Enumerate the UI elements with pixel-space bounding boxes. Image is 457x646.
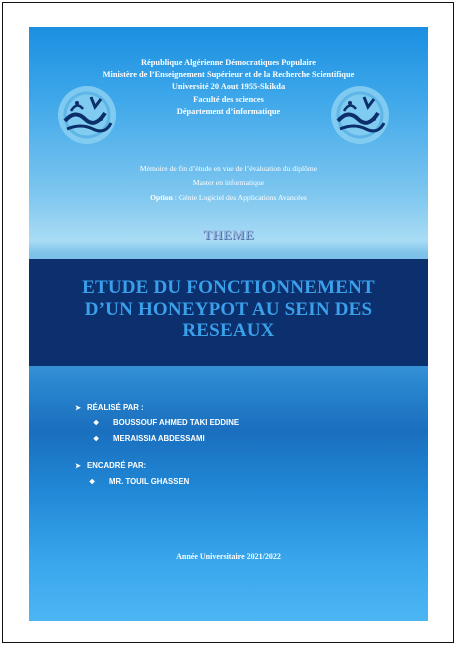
diamond-bullet-icon: ❖	[93, 420, 100, 427]
option-value: : Génie Logiciel des Applications Avancées	[172, 192, 307, 202]
title-line-3: RESEAUX	[182, 320, 275, 341]
supervisor-row	[89, 477, 189, 486]
authors-label-row	[75, 403, 144, 412]
diamond-bullet-icon: ❖	[93, 436, 100, 443]
memoire-line-2: Master en informatique	[192, 178, 265, 188]
author-row	[93, 434, 205, 443]
memoire-line-1: Mémoire de fin d’étude en vue de l’évaluation du diplôme	[139, 164, 318, 173]
theme-heading: THEME	[203, 227, 254, 242]
arrow-bullet-icon: ➤	[75, 463, 81, 470]
header-line-3: Université 20 Aout 1955-Skikda	[171, 82, 286, 92]
university-logo-icon	[55, 83, 119, 147]
header-line-5: Département d’informatique	[176, 106, 281, 116]
university-logo-icon	[328, 83, 392, 147]
cover-page	[29, 27, 428, 621]
author-name: BOUSSOUF AHMED TAKI EDDINE	[113, 418, 240, 427]
memoire-option	[29, 191, 428, 205]
title-line-1: ETUDE DU FONCTIONNEMENT	[82, 277, 375, 298]
header-line-2: Ministère de l’Enseignement Supérieur et de la Recherche Scientifique	[102, 70, 355, 80]
author-row	[93, 418, 239, 427]
header-line-1: République Algérienne Démocratiques Populaire	[140, 58, 317, 67]
option-label: Option	[150, 192, 173, 202]
memoire-block	[29, 162, 428, 205]
supervisor-label: ENCADRÉ PAR:	[87, 461, 147, 470]
authors-label: RÉALISÉ PAR :	[87, 403, 144, 412]
thesis-title	[29, 277, 428, 342]
title-line-2: D’UN HONEYPOT AU SEIN DES	[84, 298, 373, 320]
supervisor-name: MR. TOUIL GHASSEN	[109, 477, 190, 486]
academic-year: Année Universitaire 2021/2022	[176, 552, 281, 561]
diamond-bullet-icon: ❖	[89, 479, 96, 486]
supervisor-label-row	[75, 461, 146, 470]
header-line-4: Faculté des sciences	[193, 94, 264, 104]
arrow-bullet-icon: ➤	[75, 405, 81, 412]
author-name: MERAISSIA ABDESSAMI	[113, 434, 205, 443]
